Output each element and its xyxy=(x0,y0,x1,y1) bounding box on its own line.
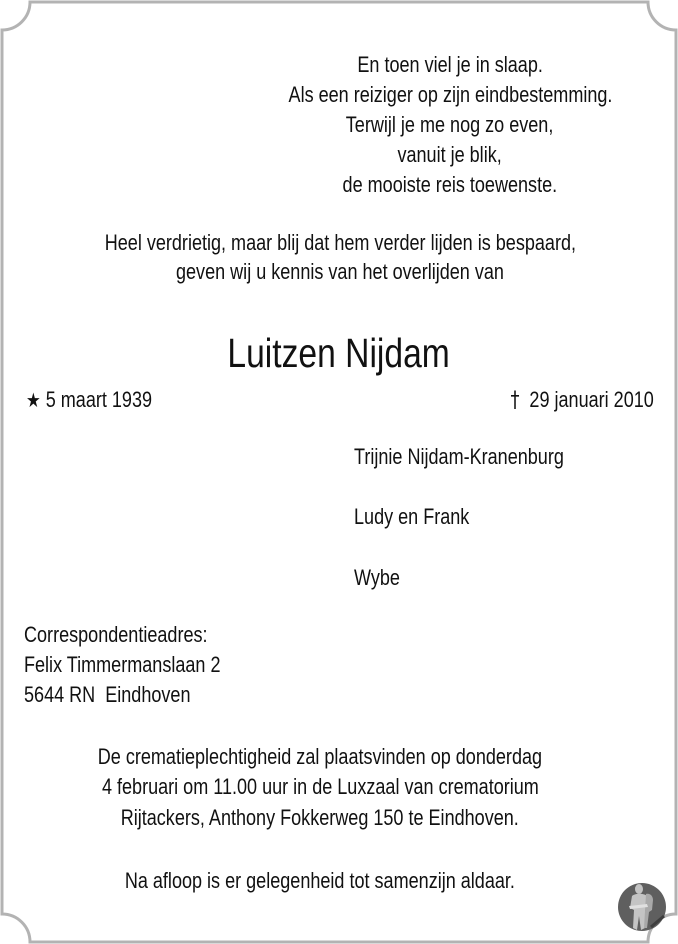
family-member: Wybe xyxy=(354,565,400,590)
correspondence-street: Felix Timmermanslaan 2 xyxy=(24,652,221,677)
family-member: Ludy en Frank xyxy=(354,504,470,529)
death-date: 29 januari 2010 xyxy=(529,387,654,412)
announcement-line: Heel verdrietig, maar blij dat hem verder lijden is bespaard, xyxy=(104,230,576,255)
closing-note xyxy=(20,868,620,894)
poem-line: Terwijl je me nog zo even, xyxy=(346,112,554,137)
correspondence-label: Correspondentieadres: xyxy=(24,622,208,647)
announcement xyxy=(20,230,660,285)
death-cross-icon: † xyxy=(510,388,520,413)
poem-line: vanuit je blik, xyxy=(397,142,503,167)
poem-line: de mooiste reis toewenste. xyxy=(342,172,558,197)
poem-line: Als een reiziger op zijn eindbestemming. xyxy=(288,82,612,107)
family-list xyxy=(354,444,610,591)
ceremony-line: 4 februari om 11.00 uur in de Luxzaal van crematorium xyxy=(101,774,539,799)
poem-line: En toen viel je in slaap. xyxy=(357,52,543,77)
ceremony-line: Rijtackers, Anthony Fokkerweg 150 te Eindhoven. xyxy=(120,805,520,830)
embracing-figures-icon xyxy=(617,882,667,932)
correspondence-address xyxy=(24,622,264,708)
closing-line: Na afloop is er gelegenheid tot samenzijn aldaar. xyxy=(124,868,516,893)
poem xyxy=(250,52,650,198)
deceased-name: Luitzen Nijdam xyxy=(227,330,451,376)
birth-star-icon: ★ xyxy=(26,388,41,412)
announcement-line: geven wij u kennis van het overlijden van xyxy=(176,259,504,284)
birth-date: 5 maart 1939 xyxy=(45,387,153,412)
family-member: Trijnie Nijdam-Kranenburg xyxy=(354,444,564,469)
deceased-name-block xyxy=(0,330,678,376)
birth-date-block xyxy=(26,387,180,413)
ceremony-line: De crematieplechtigheid zal plaatsvinden op donderdag xyxy=(97,744,543,769)
death-date-block xyxy=(479,387,654,414)
correspondence-city: 5644 RN Eindhoven xyxy=(24,682,191,707)
ceremony-info xyxy=(20,744,620,831)
